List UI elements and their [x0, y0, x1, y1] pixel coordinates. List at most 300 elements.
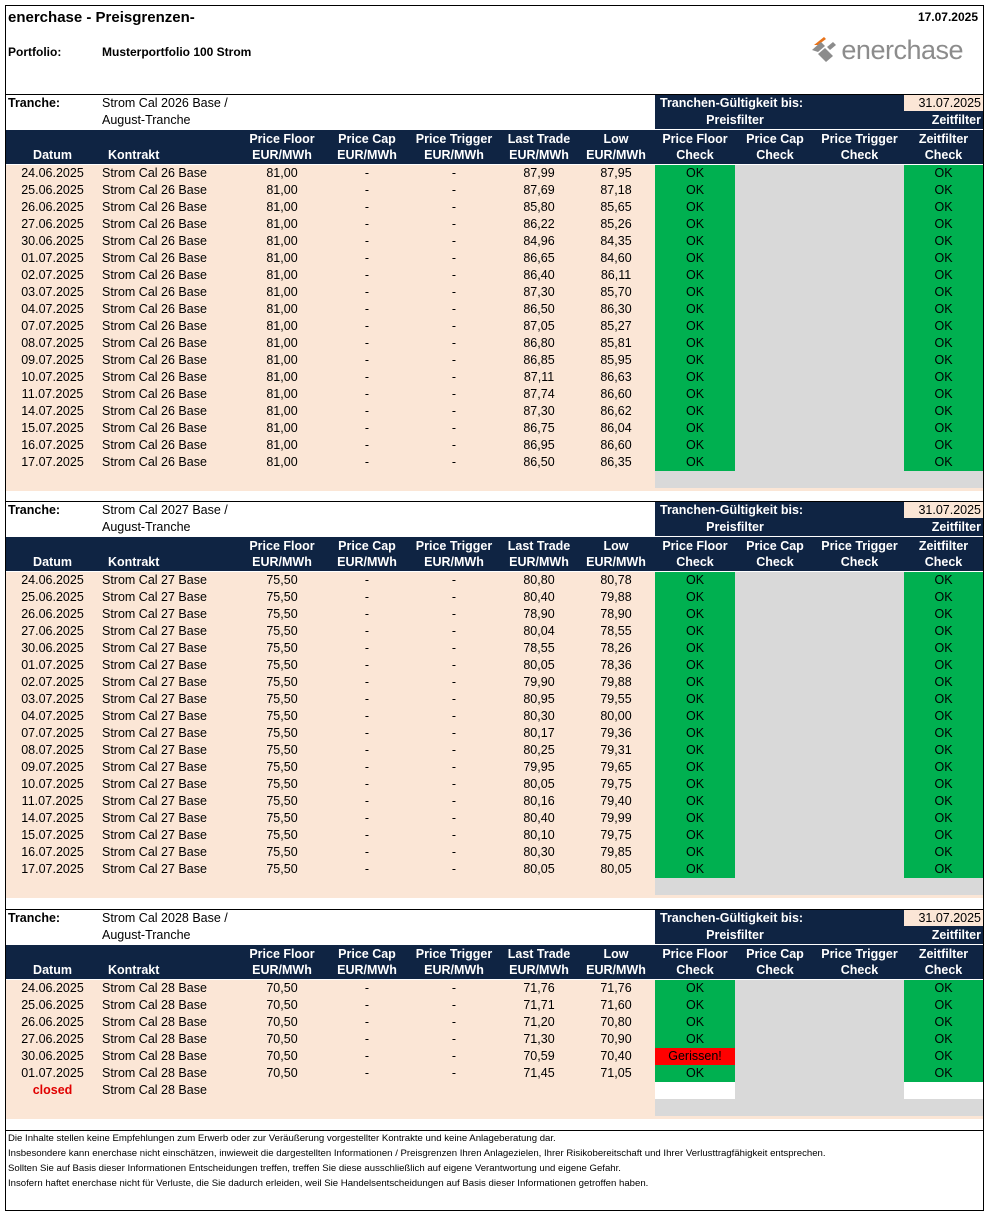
- low-cell: 79,36: [600, 726, 632, 740]
- column-header-last-unit: EUR/MWh: [509, 555, 569, 569]
- date-cell: 27.06.2025: [21, 624, 84, 638]
- floor-check-ok: OK: [655, 420, 735, 437]
- zeit-check-ok: OK: [904, 674, 983, 691]
- validity-date: 31.07.2025: [904, 910, 983, 926]
- low-cell: 84,35: [600, 234, 632, 248]
- column-header-zcheck-unit: Check: [924, 555, 963, 569]
- floor-check-ok: OK: [655, 216, 735, 233]
- price-cap-cell: -: [364, 166, 370, 180]
- date-cell: 03.07.2025: [21, 285, 84, 299]
- last-trade-cell: 80,80: [523, 573, 555, 587]
- low-cell: 79,75: [600, 828, 632, 842]
- floor-check-ok: OK: [655, 284, 735, 301]
- zeit-check-ok: OK: [904, 454, 983, 471]
- price-floor-cell: 75,50: [266, 573, 298, 587]
- column-header-tcheck: Price Trigger: [821, 539, 898, 553]
- table-row: [6, 250, 983, 267]
- price-trigger-cell: -: [451, 1015, 457, 1029]
- column-header-ccheck-unit: Check: [756, 148, 794, 162]
- column-header-low: Low: [603, 539, 629, 553]
- price-cap-cell: -: [364, 183, 370, 197]
- price-cap-cell: -: [364, 709, 370, 723]
- price-cap-cell: -: [364, 200, 370, 214]
- last-trade-cell: 71,71: [523, 998, 555, 1012]
- contract-cell: Strom Cal 26 Base: [102, 183, 207, 197]
- contract-cell: Strom Cal 27 Base: [102, 658, 207, 672]
- column-header-cap: Price Cap: [338, 132, 396, 146]
- table-row: [6, 606, 983, 623]
- contract-cell: Strom Cal 26 Base: [102, 438, 207, 452]
- low-cell: 70,80: [600, 1015, 632, 1029]
- column-header-cap-unit: EUR/MWh: [337, 555, 397, 569]
- last-trade-cell: 84,96: [523, 234, 555, 248]
- preisfilter-label: Preisfilter: [706, 520, 764, 534]
- column-header-cap-unit: EUR/MWh: [337, 148, 397, 162]
- date-cell: 26.06.2025: [21, 200, 84, 214]
- column-header-zcheck: Zeitfilter: [918, 947, 969, 961]
- price-cap-cell: -: [364, 234, 370, 248]
- table-row: [6, 861, 983, 878]
- portfolio-label: Portfolio:: [8, 45, 62, 59]
- price-trigger-cell: -: [451, 421, 457, 435]
- data-area-right: [655, 488, 983, 491]
- tranche-label: Tranche:: [8, 96, 61, 110]
- zeit-check-ok: OK: [904, 1065, 983, 1082]
- column-header-floor-unit: EUR/MWh: [252, 555, 312, 569]
- contract-cell: Strom Cal 26 Base: [102, 234, 207, 248]
- column-header-trigger-unit: EUR/MWh: [424, 555, 484, 569]
- contract-cell: Strom Cal 26 Base: [102, 370, 207, 384]
- column-header-floor: Price Floor: [249, 539, 315, 553]
- price-floor-cell: 70,50: [266, 1015, 298, 1029]
- price-floor-cell: 81,00: [266, 455, 298, 469]
- validity-label: Tranchen-Gültigkeit bis:: [660, 503, 804, 517]
- table-row: [6, 1014, 983, 1031]
- price-cap-cell: -: [364, 421, 370, 435]
- contract-cell: Strom Cal 27 Base: [102, 845, 207, 859]
- price-floor-cell: 75,50: [266, 811, 298, 825]
- price-cap-cell: -: [364, 845, 370, 859]
- table-row: [6, 623, 983, 640]
- price-floor-cell: 75,50: [266, 675, 298, 689]
- tranche-name-line2: August-Tranche: [102, 928, 191, 942]
- zeit-check-ok: OK: [904, 318, 983, 335]
- floor-check-ok: OK: [655, 233, 735, 250]
- price-trigger-cell: -: [451, 760, 457, 774]
- price-trigger-cell: -: [451, 251, 457, 265]
- table-row: [6, 844, 983, 861]
- low-cell: 80,00: [600, 709, 632, 723]
- last-trade-cell: 85,80: [523, 200, 555, 214]
- floor-check-ok: OK: [655, 844, 735, 861]
- disclaimer-line: Insofern haftet enerchase nicht für Verluste, die Sie dadurch erleiden, weil Sie Handelsentscheidungen auf Basis dieser Informationen getroffen haben.: [8, 1178, 649, 1189]
- price-floor-cell: 81,00: [266, 200, 298, 214]
- zeit-check-ok: OK: [904, 233, 983, 250]
- disclaimer: [6, 1130, 983, 1191]
- low-cell: 85,81: [600, 336, 632, 350]
- price-trigger-cell: -: [451, 200, 457, 214]
- date-cell: 24.06.2025: [21, 573, 84, 587]
- table-row: [6, 742, 983, 759]
- zeitfilter-label: Zeitfilter: [931, 928, 981, 942]
- column-header-datum: Datum: [33, 555, 72, 569]
- floor-check-ok: OK: [655, 199, 735, 216]
- last-trade-cell: 87,69: [523, 183, 555, 197]
- table-row: [6, 572, 983, 589]
- last-trade-cell: 80,25: [523, 743, 555, 757]
- price-floor-cell: 81,00: [266, 302, 298, 316]
- tranche-name-line1: Strom Cal 2027 Base /: [102, 503, 228, 517]
- column-header-band: [6, 130, 983, 164]
- price-trigger-cell: -: [451, 455, 457, 469]
- column-header-tcheck: Price Trigger: [821, 132, 898, 146]
- floor-check-ok: OK: [655, 759, 735, 776]
- zeitfilter-label: Zeitfilter: [931, 520, 981, 534]
- column-header-ccheck-unit: Check: [756, 555, 794, 569]
- table-row: [6, 759, 983, 776]
- date-cell: 30.06.2025: [21, 1049, 84, 1063]
- closed-label: closed: [32, 1083, 73, 1097]
- table-row: [6, 437, 983, 454]
- low-cell: 87,95: [600, 166, 632, 180]
- table-row: [6, 182, 983, 199]
- table-row: [6, 589, 983, 606]
- floor-check-ok: OK: [655, 403, 735, 420]
- low-cell: 84,60: [600, 251, 632, 265]
- zeit-check-ok: OK: [904, 844, 983, 861]
- tranche-label: Tranche:: [8, 503, 61, 517]
- last-trade-cell: 86,22: [523, 217, 555, 231]
- column-header-last-unit: EUR/MWh: [509, 148, 569, 162]
- table-row: [6, 1065, 983, 1082]
- tranche-section: [6, 94, 983, 492]
- column-header-trigger-unit: EUR/MWh: [424, 148, 484, 162]
- column-header-band: [6, 537, 983, 571]
- low-cell: 80,78: [600, 573, 632, 587]
- column-header-zcheck: Zeitfilter: [918, 132, 969, 146]
- date-cell: 26.06.2025: [21, 1015, 84, 1029]
- price-cap-cell: -: [364, 573, 370, 587]
- last-trade-cell: 86,75: [523, 421, 555, 435]
- price-trigger-cell: -: [451, 387, 457, 401]
- tranche-name-line1: Strom Cal 2026 Base /: [102, 96, 228, 110]
- low-cell: 79,55: [600, 692, 632, 706]
- table-row: [6, 980, 983, 997]
- date-cell: 08.07.2025: [21, 336, 84, 350]
- table-row: [6, 657, 983, 674]
- date-cell: 27.06.2025: [21, 1032, 84, 1046]
- contract-cell: Strom Cal 26 Base: [102, 302, 207, 316]
- last-trade-cell: 80,30: [523, 709, 555, 723]
- contract-cell: Strom Cal 27 Base: [102, 590, 207, 604]
- table-row: [6, 1031, 983, 1048]
- floor-check-ok: OK: [655, 793, 735, 810]
- table-row: [6, 810, 983, 827]
- low-cell: 79,31: [600, 743, 632, 757]
- column-header-floor: Price Floor: [249, 132, 315, 146]
- date-cell: 14.07.2025: [21, 811, 84, 825]
- contract-cell: Strom Cal 27 Base: [102, 624, 207, 638]
- low-cell: 86,60: [600, 438, 632, 452]
- price-trigger-cell: -: [451, 777, 457, 791]
- low-cell: 70,40: [600, 1049, 632, 1063]
- last-trade-cell: 80,30: [523, 845, 555, 859]
- floor-check-ok: OK: [655, 827, 735, 844]
- column-header-last: Last Trade: [507, 132, 571, 146]
- contract-cell: Strom Cal 27 Base: [102, 777, 207, 791]
- price-cap-cell: -: [364, 675, 370, 689]
- price-trigger-cell: -: [451, 319, 457, 333]
- table-row: [6, 640, 983, 657]
- table-row: [6, 199, 983, 216]
- last-trade-cell: 86,65: [523, 251, 555, 265]
- preisfilter-label: Preisfilter: [706, 113, 764, 127]
- low-cell: 79,88: [600, 675, 632, 689]
- zeit-check-ok: OK: [904, 216, 983, 233]
- low-cell: 87,18: [600, 183, 632, 197]
- price-floor-cell: 75,50: [266, 726, 298, 740]
- contract-cell: Strom Cal 26 Base: [102, 268, 207, 282]
- table-row: [6, 725, 983, 742]
- price-cap-cell: -: [364, 1015, 370, 1029]
- price-floor-cell: 81,00: [266, 353, 298, 367]
- contract-cell: Strom Cal 27 Base: [102, 726, 207, 740]
- table-row: [6, 216, 983, 233]
- price-trigger-cell: -: [451, 234, 457, 248]
- low-cell: 79,75: [600, 777, 632, 791]
- last-trade-cell: 87,11: [523, 370, 555, 384]
- low-cell: 85,27: [600, 319, 632, 333]
- price-trigger-cell: -: [451, 998, 457, 1012]
- zeit-check-ok: OK: [904, 980, 983, 997]
- price-trigger-cell: -: [451, 404, 457, 418]
- price-floor-cell: 75,50: [266, 692, 298, 706]
- column-header-last-unit: EUR/MWh: [509, 963, 569, 977]
- table-row: [6, 335, 983, 352]
- floor-check-ok: OK: [655, 674, 735, 691]
- table-row: [6, 233, 983, 250]
- floor-check-ok: OK: [655, 437, 735, 454]
- contract-cell: Strom Cal 27 Base: [102, 641, 207, 655]
- portfolio-name: Musterportfolio 100 Strom: [102, 45, 252, 59]
- price-trigger-cell: -: [451, 183, 457, 197]
- tranche-label: Tranche:: [8, 911, 61, 925]
- floor-check-ok: OK: [655, 182, 735, 199]
- floor-check-breach: Gerissen!: [655, 1048, 735, 1065]
- low-cell: 85,70: [600, 285, 632, 299]
- zeit-check-ok: OK: [904, 437, 983, 454]
- contract-cell: Strom Cal 26 Base: [102, 336, 207, 350]
- floor-check-ok: OK: [655, 301, 735, 318]
- price-floor-cell: 75,50: [266, 862, 298, 876]
- zeit-check-ok: OK: [904, 352, 983, 369]
- column-header-tcheck-unit: Check: [840, 963, 879, 977]
- column-header-tcheck-unit: Check: [840, 555, 879, 569]
- zeit-check-ok: OK: [904, 623, 983, 640]
- column-header-fcheck-unit: Check: [676, 148, 714, 162]
- table-row: [6, 793, 983, 810]
- table-row: [6, 1082, 983, 1099]
- last-trade-cell: 86,85: [523, 353, 555, 367]
- low-cell: 79,88: [600, 590, 632, 604]
- price-cap-cell: -: [364, 760, 370, 774]
- last-trade-cell: 70,59: [523, 1049, 555, 1063]
- column-header-trigger: Price Trigger: [415, 132, 493, 146]
- price-cap-cell: -: [364, 353, 370, 367]
- contract-cell: Strom Cal 26 Base: [102, 285, 207, 299]
- zeit-check-ok: OK: [904, 267, 983, 284]
- contract-cell: Strom Cal 26 Base: [102, 166, 207, 180]
- table-row: [6, 827, 983, 844]
- floor-check-ok: OK: [655, 1014, 735, 1031]
- price-floor-cell: 81,00: [266, 268, 298, 282]
- price-cap-cell: -: [364, 1032, 370, 1046]
- price-trigger-cell: -: [451, 1049, 457, 1063]
- low-cell: 85,26: [600, 217, 632, 231]
- table-row: [6, 1048, 983, 1065]
- floor-check-ok: OK: [655, 640, 735, 657]
- price-floor-cell: 75,50: [266, 641, 298, 655]
- report-sheet: [5, 5, 984, 1211]
- column-header-floor-unit: EUR/MWh: [252, 148, 312, 162]
- date-cell: 27.06.2025: [21, 217, 84, 231]
- price-cap-cell: -: [364, 743, 370, 757]
- column-header-trigger-unit: EUR/MWh: [424, 963, 484, 977]
- disclaimer-line: Insbesondere kann enerchase nicht einschätzen, inwieweit die dargestellten Informationen / Preisgrenzen Ihren Anlagezielen, Ihrer Risikobereitschaft und Ihrer Verlusttragfähigkeit entsprechen.: [8, 1148, 826, 1159]
- price-floor-cell: 75,50: [266, 777, 298, 791]
- price-floor-cell: 75,50: [266, 794, 298, 808]
- low-cell: 78,55: [600, 624, 632, 638]
- price-floor-cell: 81,00: [266, 336, 298, 350]
- column-header-trigger: Price Trigger: [415, 539, 493, 553]
- contract-cell: Strom Cal 26 Base: [102, 353, 207, 367]
- date-cell: 10.07.2025: [21, 777, 84, 791]
- price-cap-cell: -: [364, 251, 370, 265]
- date-cell: 16.07.2025: [21, 438, 84, 452]
- price-cap-cell: -: [364, 217, 370, 231]
- contract-cell: Strom Cal 27 Base: [102, 760, 207, 774]
- floor-check-ok: OK: [655, 980, 735, 997]
- date-cell: 17.07.2025: [21, 455, 84, 469]
- last-trade-cell: 87,74: [523, 387, 555, 401]
- column-header-last: Last Trade: [507, 539, 571, 553]
- zeit-check-ok: OK: [904, 827, 983, 844]
- low-cell: 79,85: [600, 845, 632, 859]
- price-cap-cell: -: [364, 1066, 370, 1080]
- low-cell: 86,30: [600, 302, 632, 316]
- date-cell: 15.07.2025: [21, 421, 84, 435]
- zeit-check-ok: OK: [904, 335, 983, 352]
- price-floor-cell: 75,50: [266, 624, 298, 638]
- price-cap-cell: -: [364, 1049, 370, 1063]
- date-cell: 24.06.2025: [21, 981, 84, 995]
- floor-check-ok: OK: [655, 1031, 735, 1048]
- contract-cell: Strom Cal 26 Base: [102, 404, 207, 418]
- price-trigger-cell: -: [451, 828, 457, 842]
- price-trigger-cell: -: [451, 845, 457, 859]
- table-row: [6, 691, 983, 708]
- column-header-kontrakt: Kontrakt: [108, 148, 160, 162]
- last-trade-cell: 80,05: [523, 777, 555, 791]
- price-cap-cell: -: [364, 404, 370, 418]
- contract-cell: Strom Cal 28 Base: [102, 1049, 207, 1063]
- price-floor-cell: 81,00: [266, 319, 298, 333]
- low-cell: 86,63: [600, 370, 632, 384]
- price-floor-cell: 81,00: [266, 183, 298, 197]
- low-cell: 71,76: [600, 981, 632, 995]
- low-cell: 71,60: [600, 998, 632, 1012]
- floor-check-ok: OK: [655, 810, 735, 827]
- column-header-cap: Price Cap: [338, 539, 396, 553]
- low-cell: 78,26: [600, 641, 632, 655]
- column-header-last: Last Trade: [507, 947, 571, 961]
- price-trigger-cell: -: [451, 692, 457, 706]
- column-header-cap-unit: EUR/MWh: [337, 963, 397, 977]
- column-header-floor-unit: EUR/MWh: [252, 963, 312, 977]
- tranche-name-line2: August-Tranche: [102, 520, 191, 534]
- price-trigger-cell: -: [451, 794, 457, 808]
- low-cell: 86,60: [600, 387, 632, 401]
- zeit-check-ok: OK: [904, 199, 983, 216]
- last-trade-cell: 79,95: [523, 760, 555, 774]
- last-trade-cell: 71,76: [523, 981, 555, 995]
- contract-cell: Strom Cal 27 Base: [102, 828, 207, 842]
- zeit-check-ok: OK: [904, 776, 983, 793]
- price-floor-cell: 81,00: [266, 421, 298, 435]
- floor-check-ok: OK: [655, 572, 735, 589]
- price-trigger-cell: -: [451, 268, 457, 282]
- price-floor-cell: 81,00: [266, 251, 298, 265]
- contract-cell: Strom Cal 27 Base: [102, 607, 207, 621]
- price-trigger-cell: -: [451, 217, 457, 231]
- floor-check-ok: OK: [655, 861, 735, 878]
- date-cell: 03.07.2025: [21, 692, 84, 706]
- price-cap-cell: -: [364, 285, 370, 299]
- zeit-check-ok: OK: [904, 810, 983, 827]
- contract-cell: Strom Cal 26 Base: [102, 387, 207, 401]
- contract-cell: Strom Cal 28 Base: [102, 1015, 207, 1029]
- zeit-check-ok: OK: [904, 708, 983, 725]
- floor-check-ok: OK: [655, 335, 735, 352]
- last-trade-cell: 80,16: [523, 794, 555, 808]
- date-cell: 09.07.2025: [21, 353, 84, 367]
- validity-label: Tranchen-Gültigkeit bis:: [660, 911, 804, 925]
- price-floor-cell: 81,00: [266, 370, 298, 384]
- price-cap-cell: -: [364, 658, 370, 672]
- price-cap-cell: -: [364, 455, 370, 469]
- date-cell: 02.07.2025: [21, 675, 84, 689]
- low-cell: 86,04: [600, 421, 632, 435]
- check-footer: [655, 471, 983, 488]
- contract-cell: Strom Cal 27 Base: [102, 862, 207, 876]
- price-trigger-cell: -: [451, 862, 457, 876]
- floor-check-ok: OK: [655, 691, 735, 708]
- date-cell: 15.07.2025: [21, 828, 84, 842]
- column-header-fcheck: Price Floor: [662, 132, 728, 146]
- check-footer: [655, 1099, 983, 1116]
- column-header-datum: Datum: [33, 148, 72, 162]
- price-cap-cell: -: [364, 998, 370, 1012]
- contract-cell: Strom Cal 26 Base: [102, 217, 207, 231]
- price-floor-cell: 75,50: [266, 590, 298, 604]
- table-row: [6, 420, 983, 437]
- column-header-kontrakt: Kontrakt: [108, 555, 160, 569]
- date-cell: 01.07.2025: [21, 658, 84, 672]
- floor-check-ok: OK: [655, 708, 735, 725]
- price-floor-cell: 81,00: [266, 217, 298, 231]
- last-trade-cell: 86,50: [523, 302, 555, 316]
- disclaimer-line: Die Inhalte stellen keine Empfehlungen zum Erwerb oder zur Veräußerung vorgestellter Kontrakte und keine Anlageberatung dar.: [8, 1133, 556, 1144]
